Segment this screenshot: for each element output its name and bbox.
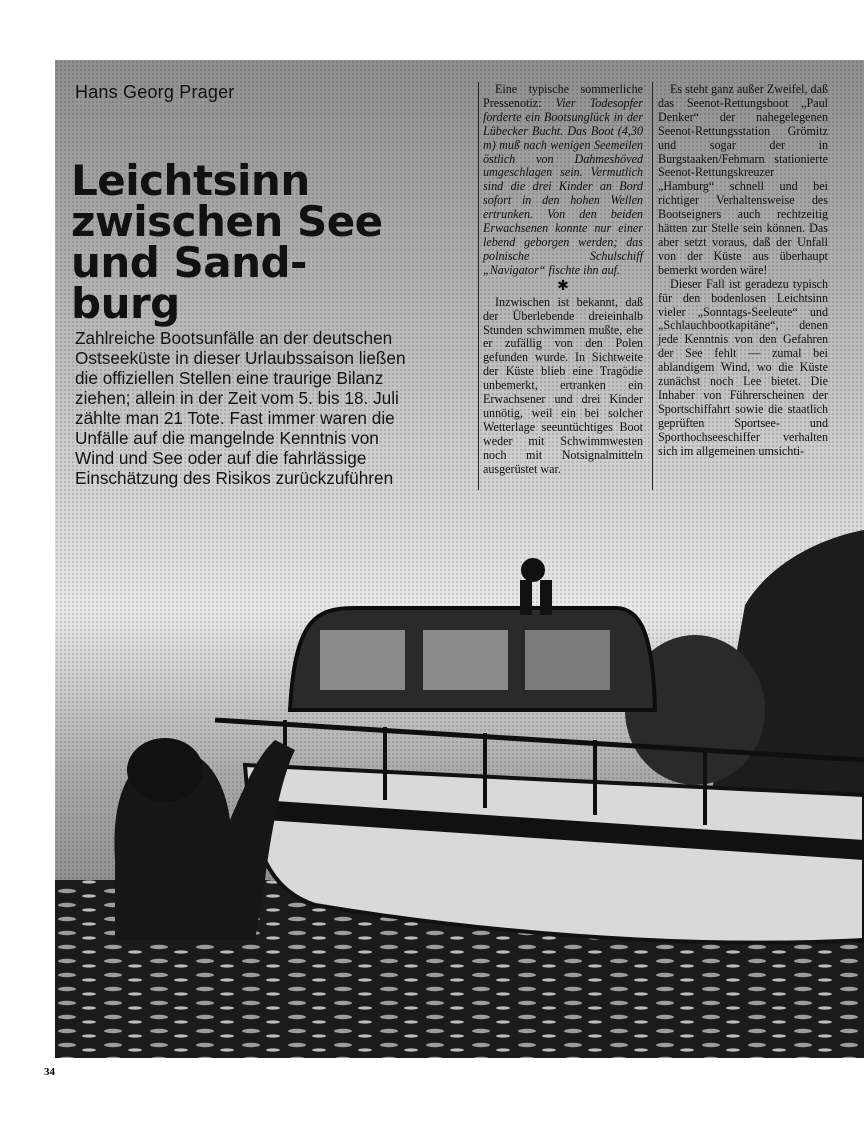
text-column-1 [483,83,643,476]
column-paragraph: Inzwischen ist bekannt, daß der Überlebende dreieinhalb Stunden schwimmen mußte, ehe er zufällig von den Polen gefunden wurde. In Sichtweite der Küste blieb eine Tragödie unbemerkt, ertranken ein Erwachsener und drei Kinder unnötig, weil ein bei solcher Wetterlage seeuntüchtiges Boot weder mit Schwimmwesten noch mit Notsignalmitteln ausgerüstet war. [483,294,643,476]
lead-line: die offiziellen Stellen eine traurige Bilanz [75,368,384,388]
page-number: 34 [44,1066,55,1078]
column-paragraph: Es steht ganz außer Zweifel, daß das Seenot-Rettungsboot „Paul Denker“ der nahegelegenen Seenot-Rettungsstation Grömitz und sogar der in Burgstaaken/Fehmarn stationierte Seenot-Rettungskreuzer „Hamburg“ schnell und bei richtiger Verhaltensweise des Bootseigners auch rechtzeitig hätten zur Stelle sein können. Das aber setzt voraus, daß der Unfall von der Küste aus überhaupt bemerkt worden wäre! [658,82,828,277]
article-headline [71,156,491,328]
paragraph-intro: Eine typische sommerliche Pressenotiz: [483,82,643,110]
headline-line: und Sand- [71,238,307,287]
headline-line: Leichtsinn [71,156,310,205]
headline-line: burg [71,279,180,328]
lead-line: Zahlreiche Bootsunfälle an der deutschen [75,328,393,348]
section-separator: ✱ [557,278,569,294]
lead-line: Einschätzung des Risikos zurückzuführen [75,468,394,488]
author-name: Hans Georg Prager [75,82,235,102]
column-paragraph: Dieser Fall ist geradezu typisch für den bodenlosen Leichtsinn vieler „Sonntags-Seeleute“ und „Schlauchbootkapitäne“, denen jede Kenntnis von den Gefahren der See fehlt — zumal bei ablandigem Wind, wo die Küste zunächst noch Lee bietet. Die Inhaber von Führerscheinen der Sportschiffahrt sowie die staatlich geprüften Sportsee- und Sporthochseeschiffer verhalten sich im allgemeinen umsichti- [658,276,828,458]
lead-line: ziehen; allein in der Zeit vom 5. bis 18. Juli [75,388,399,408]
column-paragraph [483,83,643,278]
lead-line: Ostseeküste in dieser Urlaubssaison ließen [75,348,406,368]
lead-line: Unfälle auf die mangelnde Kenntnis von [75,428,379,448]
text-column-2 [658,83,828,458]
lead-line: Wind und See oder auf die fahrlässige [75,448,367,468]
press-quote: Vier Todesopfer forderte ein Bootsunglück in der Lübecker Bucht. Das Boot (4,30 m) muß nach wenigen Seemeilen östlich von Dahmeshöved umgeschlagen sein. Vermutlich sind die drei Kinder an Bord sofort in den hohen Wellen ertrunken. Von den beiden Erwachsenen konnte nur einer lebend geborgen werden; das polnische Schulschiff „Navigator“ fischte ihn auf. [483,95,644,277]
article-lead [75,328,477,488]
column-divider [478,82,479,490]
column-divider [652,82,653,490]
lead-line: zählte man 21 Tote. Fast immer waren die [75,408,395,428]
headline-line: zwischen See [71,197,383,246]
article-page [55,60,864,1058]
